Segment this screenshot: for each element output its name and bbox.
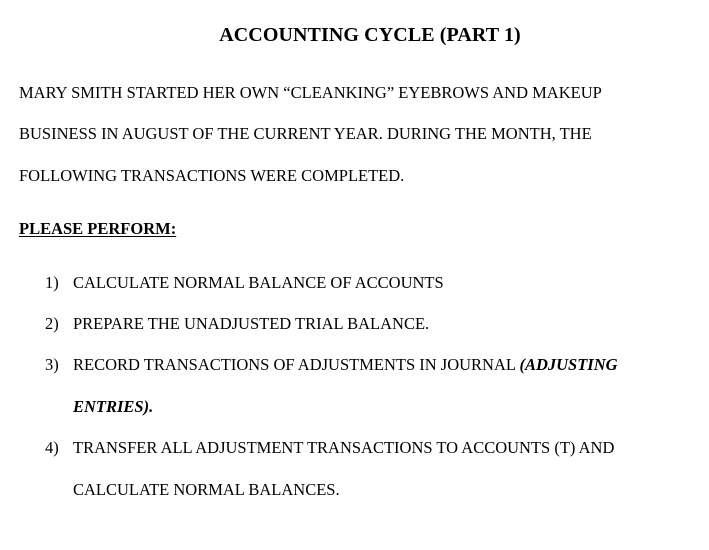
task-text: CALCULATE NORMAL BALANCE OF ACCOUNTS: [73, 273, 444, 292]
task-text: TRANSFER ALL ADJUSTMENT TRANSACTIONS TO ACCOUNTS (T) AND: [73, 438, 615, 457]
intro-line: BUSINESS IN AUGUST OF THE CURRENT YEAR. DURING THE MONTH, THE: [19, 124, 592, 143]
perform-heading: PLEASE PERFORM:: [19, 219, 177, 238]
document-title: ACCOUNTING CYCLE (PART 1): [219, 24, 521, 46]
task-number: 3): [45, 355, 59, 374]
intro-line: MARY SMITH STARTED HER OWN “CLEANKING” EYEBROWS AND MAKEUP: [19, 83, 602, 102]
task-emphasis: (ADJUSTING: [519, 355, 618, 374]
task-text-continuation: CALCULATE NORMAL BALANCES.: [73, 480, 340, 499]
intro-line: FOLLOWING TRANSACTIONS WERE COMPLETED.: [19, 166, 405, 185]
task-text: RECORD TRANSACTIONS OF ADJUSTMENTS IN JOURNAL: [73, 355, 520, 374]
task-number: 2): [45, 314, 59, 333]
task-number: 4): [45, 438, 59, 457]
task-text-line: [73, 355, 618, 375]
task-emphasis-continuation: ENTRIES).: [73, 397, 154, 416]
task-text: PREPARE THE UNADJUSTED TRIAL BALANCE.: [73, 314, 430, 333]
task-number: 1): [45, 273, 59, 292]
